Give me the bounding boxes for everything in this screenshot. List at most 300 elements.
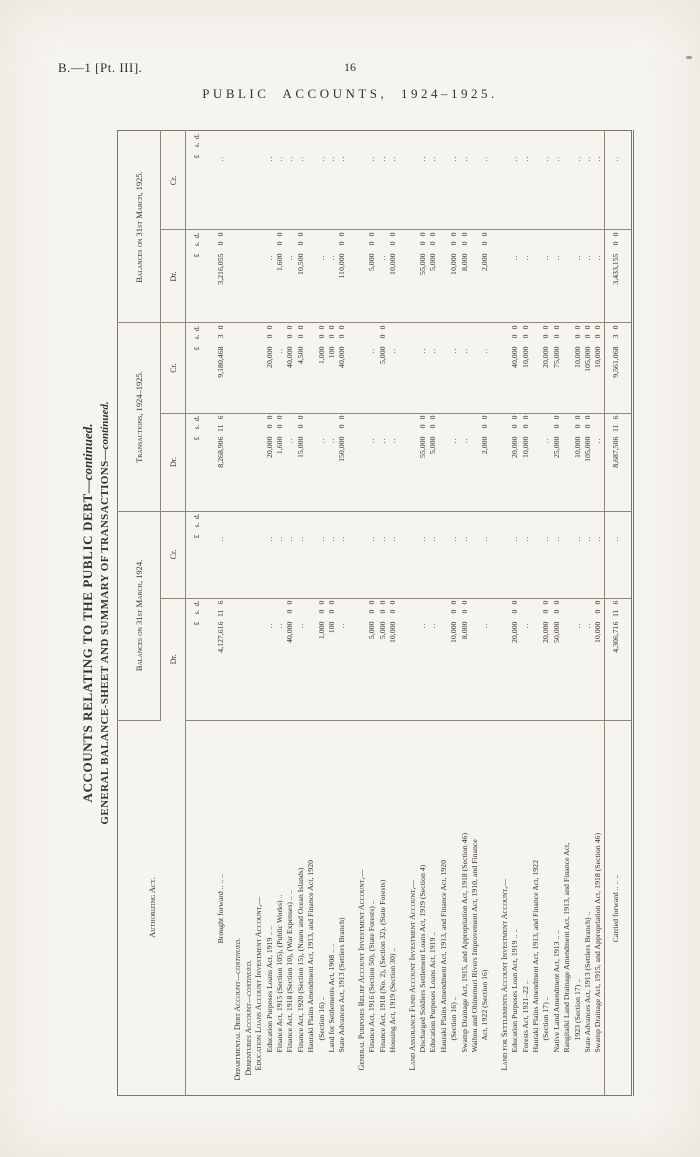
money-part-d: 0 (337, 415, 347, 420)
value-cell (186, 230, 203, 323)
value-cell (296, 323, 306, 413)
value-cell: .. (285, 511, 295, 598)
money-part-s: s. (191, 522, 201, 528)
table-row (327, 131, 337, 1095)
value-cell: .. (367, 413, 377, 511)
money-part-d: 0 (583, 325, 592, 330)
value-cell (604, 598, 632, 720)
account-name: Education Purposes Loan Act, 1919 .. .. (510, 928, 520, 1053)
account-name: Education Loans Account Investment Account,— (254, 896, 264, 1071)
value-cell: .. (552, 511, 562, 598)
empty-cell (186, 720, 203, 1095)
money-part-s: 0 (541, 334, 551, 339)
value-cell: .. (265, 131, 275, 230)
column-header-transactions: Transactions, 1924–1925. (118, 323, 161, 511)
value-cell: .. (418, 511, 428, 598)
money-part-p: 5,000 (377, 346, 387, 365)
value-cell (348, 230, 367, 323)
money-part-s: 0 (264, 334, 274, 339)
money-part-d: 6 (610, 600, 620, 605)
money-part-p: 55,000 (417, 253, 427, 275)
document-reference: B.—1 [Pt. III]. (58, 60, 143, 75)
money-part-s: 0 (583, 424, 592, 429)
account-name: Waihou and Ohinemuri Rivers Improvement Act, 1910, and Finance Act, 1922 (Section 16) (469, 839, 490, 1053)
value-cell: .. (531, 131, 552, 230)
subheader-cr: Cr. (161, 131, 186, 230)
money-part-s: 0 (327, 334, 337, 339)
money-part-s: 0 (337, 334, 347, 339)
value-cell: .. (202, 511, 233, 598)
money-part-p: 25,000 (551, 436, 561, 458)
money-part-s: 0 (428, 424, 438, 429)
money-part-d: 0 (285, 325, 295, 330)
value-cell: .. (367, 511, 377, 598)
value-cell (327, 598, 337, 720)
table-footer (604, 131, 632, 1095)
money-part-d: 0 (428, 415, 438, 420)
account-name: Finance Act, 1918 (Section 10), (War Expenses) .. .. (285, 890, 295, 1053)
account-name: State Advances Act, 1913 (Settlers Branch) .. (583, 911, 592, 1053)
account-name: Land for Settlements Account Investment Account,— (499, 878, 509, 1071)
account-name: Native Land Amendment Act, 1913 .. .. (551, 929, 561, 1053)
value-cell (552, 413, 562, 511)
money-part-s: 0 (510, 334, 520, 339)
sheet-subtitle (99, 128, 111, 1098)
value-cell: .. (460, 413, 470, 511)
sheet-title-continued: —continued. (80, 423, 95, 494)
value-cell (233, 131, 243, 230)
value-cell (552, 598, 562, 720)
money-part-s: 0 (449, 241, 459, 246)
money-part-s: 0 (295, 241, 305, 246)
table-row (470, 131, 491, 1095)
page-title: PUBLIC ACCOUNTS, 1924–1925. (202, 86, 498, 101)
value-cell: .. (327, 413, 337, 511)
money-part-p: 10,500 (295, 253, 305, 275)
continued-label: —continued. (233, 937, 243, 982)
value-cell (367, 230, 377, 323)
money-part-p: 110,000 (337, 253, 347, 279)
money-part-p: 105,000 (583, 346, 592, 372)
money-part-p: 2,000 (480, 436, 490, 455)
table-row (296, 131, 306, 1095)
money-part-p: 20,000 (541, 621, 551, 643)
value-cell (306, 323, 327, 413)
value-cell: .. (521, 511, 531, 598)
value-cell (265, 323, 275, 413)
money-part-s: 0 (216, 241, 225, 246)
value-cell: .. (562, 598, 583, 720)
money-part-d: 0 (520, 415, 530, 420)
column-header-authorizing-act: Authorizing Act. (118, 720, 186, 1095)
value-cell: .. (378, 230, 388, 323)
money-part-s: 0 (583, 334, 592, 339)
value-cell (202, 230, 233, 323)
money-part-d: 0 (593, 325, 603, 330)
money-part-d: 0 (275, 415, 285, 420)
money-part-s: 0 (275, 241, 285, 246)
money-part-p: 20,000 (264, 436, 274, 458)
value-cell: .. (562, 511, 583, 598)
value-cell: .. (378, 413, 388, 511)
value-cell: .. (604, 131, 632, 230)
table-row (233, 131, 243, 1095)
money-part-d: 0 (295, 325, 305, 330)
account-name: Departmental Debt Account—continued. (233, 937, 243, 1081)
rotated-sheet (80, 128, 666, 1098)
value-cell: .. (337, 598, 347, 720)
account-name: Education Purposes Loans Act, 1919 .. (428, 931, 438, 1053)
money-part-d: 0 (610, 232, 620, 237)
value-cell (296, 413, 306, 511)
money-part-d: d. (191, 133, 201, 140)
table-row (399, 131, 418, 1095)
money-part-s: 0 (480, 424, 490, 429)
money-part-d: 0 (417, 415, 427, 420)
value-cell (388, 230, 398, 323)
money-part-p: £ (191, 436, 201, 441)
value-cell: .. (388, 413, 398, 511)
money-part-s: 0 (459, 609, 469, 614)
value-cell: .. (378, 131, 388, 230)
money-part-d: d. (191, 325, 201, 332)
table-row (337, 131, 347, 1095)
value-cell (491, 131, 510, 230)
account-name: Finance Act, 1918 (No. 2), (Section 32), (State Forests) (377, 879, 387, 1053)
money-part-d: 0 (264, 325, 274, 330)
table-row (348, 131, 367, 1095)
continued-label: —continued. (243, 959, 253, 1004)
value-cell: .. (428, 598, 438, 720)
value-cell: .. (583, 230, 593, 323)
account-name: Hauraki Plains Amendment Act, 1913, and Finance Act, 1920 (Section 16) .. (438, 860, 459, 1053)
money-part-p: 5,000 (367, 621, 377, 640)
value-cell: .. (470, 323, 491, 413)
value-cell (296, 230, 306, 323)
money-part-d: 0 (377, 600, 387, 605)
account-name: Brought forward .. .. .. (216, 873, 225, 944)
value-cell (562, 413, 583, 511)
header-group-row (118, 131, 161, 1095)
value-cell (254, 598, 264, 720)
value-cell: .. (285, 230, 295, 323)
money-part-s: 0 (316, 609, 326, 614)
value-cell (186, 598, 203, 720)
value-cell: .. (306, 230, 327, 323)
account-name: Carried forward .. .. .. (604, 720, 632, 1095)
money-part-s: 0 (327, 609, 337, 614)
value-cell: .. (388, 511, 398, 598)
money-part-s: 0 (388, 241, 398, 246)
account-name: Hauraki Plains Amendment Act, 1913, and Finance Act, 1922 (Section 17) .. (530, 860, 551, 1053)
value-cell: .. (470, 131, 491, 230)
money-part-p: 10,000 (449, 621, 459, 643)
value-cell (491, 511, 510, 598)
money-part-s: 0 (275, 424, 285, 429)
money-part-s: 0 (449, 609, 459, 614)
value-cell (399, 413, 418, 511)
money-part-p: 1,600 (275, 436, 285, 455)
value-cell (233, 598, 243, 720)
value-cell: .. (439, 323, 460, 413)
table-row (418, 131, 428, 1095)
money-part-s: 0 (316, 334, 326, 339)
money-part-s: 11 (216, 424, 225, 433)
money-part-d: 6 (216, 600, 225, 605)
value-cell (521, 413, 531, 511)
value-cell (604, 323, 632, 413)
value-cell (491, 230, 510, 323)
value-cell (233, 511, 243, 598)
value-cell: .. (510, 131, 520, 230)
value-cell (399, 230, 418, 323)
table-row (439, 131, 460, 1095)
value-cell (244, 511, 254, 598)
value-cell (348, 323, 367, 413)
value-cell (348, 413, 367, 511)
money-part-s: s. (191, 142, 201, 148)
money-part-s: 0 (285, 334, 295, 339)
value-cell (562, 323, 583, 413)
value-cell (521, 323, 531, 413)
money-part-s: 0 (388, 609, 398, 614)
value-cell (244, 131, 254, 230)
money-part-p: 2,000 (480, 253, 490, 272)
value-cell: .. (337, 511, 347, 598)
value-cell (275, 413, 285, 511)
table-row (367, 131, 377, 1095)
value-cell: .. (552, 131, 562, 230)
money-part-p: £ (191, 154, 201, 159)
account-name: General Purposes Relief Account Investment Account,— (356, 869, 366, 1071)
value-cell (491, 323, 510, 413)
money-part-p: 9,180,468 (216, 346, 225, 378)
money-part-p: 100 (327, 346, 337, 359)
money-part-d: 0 (327, 600, 337, 605)
value-cell: .. (306, 511, 327, 598)
money-part-s: 0 (295, 334, 305, 339)
table-row (285, 131, 295, 1095)
value-cell: .. (265, 598, 275, 720)
value-cell (254, 323, 264, 413)
value-cell (244, 598, 254, 720)
money-part-d: 0 (510, 600, 520, 605)
value-cell: .. (202, 131, 233, 230)
value-cell: .. (275, 511, 285, 598)
value-cell: .. (510, 511, 520, 598)
money-part-p: 5,000 (367, 253, 377, 272)
money-part-p: 4,500 (295, 346, 305, 365)
money-part-s: 11 (216, 609, 225, 618)
value-cell (428, 230, 438, 323)
value-cell: .. (562, 230, 583, 323)
money-part-d: 0 (316, 325, 326, 330)
value-cell (593, 323, 604, 413)
money-part-p: 20,000 (264, 346, 274, 368)
value-cell (470, 413, 491, 511)
value-cell (470, 230, 491, 323)
sheet-subtitle-continued: —continued. (99, 401, 111, 461)
value-cell (388, 598, 398, 720)
table-row (202, 131, 233, 1095)
value-cell (244, 323, 254, 413)
account-name: Land for Settlements Act, 1908 .. .. (327, 943, 337, 1053)
money-part-p: 3,216,055 (216, 253, 225, 285)
money-part-d: 0 (337, 325, 347, 330)
money-part-d: 0 (551, 415, 561, 420)
money-part-d: d. (191, 600, 201, 607)
money-part-d: 0 (480, 232, 490, 237)
table-row (552, 131, 562, 1095)
money-part-s: 0 (337, 424, 347, 429)
money-part-d: 0 (388, 232, 398, 237)
value-cell: .. (306, 413, 327, 511)
value-cell (254, 511, 264, 598)
money-part-d: 0 (285, 600, 295, 605)
value-cell: .. (439, 131, 460, 230)
value-cell: .. (552, 230, 562, 323)
value-cell (399, 598, 418, 720)
value-cell: .. (531, 230, 552, 323)
money-part-s: 0 (520, 334, 530, 339)
money-part-s: 0 (367, 241, 377, 246)
value-cell: .. (593, 413, 604, 511)
scan-smudge-mark (686, 56, 692, 59)
table-row (244, 131, 254, 1095)
value-cell: .. (583, 511, 593, 598)
value-cell: .. (470, 511, 491, 598)
money-part-p: 4,306,716 (610, 621, 620, 653)
money-part-d: 0 (520, 325, 530, 330)
money-part-p: 1,000 (316, 346, 326, 365)
money-part-s: 0 (551, 334, 561, 339)
table-row (460, 131, 470, 1095)
money-part-s: 0 (295, 424, 305, 429)
money-part-d: 0 (295, 232, 305, 237)
value-cell (233, 413, 243, 511)
money-part-p: 150,000 (337, 436, 347, 462)
table-row (593, 131, 604, 1095)
money-part-p: 40,000 (285, 346, 295, 368)
money-part-d: 0 (428, 232, 438, 237)
value-cell: .. (521, 131, 531, 230)
value-cell: .. (296, 131, 306, 230)
value-cell (233, 230, 243, 323)
money-part-s: 0 (264, 424, 274, 429)
money-part-p: 1,600 (275, 253, 285, 272)
money-part-d: 0 (316, 600, 326, 605)
money-part-d: 0 (551, 600, 561, 605)
table-row (531, 131, 552, 1095)
subheader-cr: Cr. (161, 511, 186, 598)
value-cell (510, 598, 520, 720)
money-part-p: 20,000 (541, 346, 551, 368)
account-name: Education Purposes Loans Act, 1919 .. .. (264, 925, 274, 1053)
account-name: State Advances Act, 1913 (Settlers Branch) (337, 917, 347, 1053)
money-part-s: 11 (610, 609, 620, 618)
money-part-s: 0 (337, 241, 347, 246)
value-cell (439, 598, 460, 720)
value-cell: .. (296, 511, 306, 598)
value-cell (186, 511, 203, 598)
value-cell (583, 413, 593, 511)
value-cell: .. (388, 323, 398, 413)
value-cell (233, 323, 243, 413)
value-cell: .. (428, 131, 438, 230)
value-cell (265, 413, 275, 511)
money-part-d: 0 (610, 325, 620, 330)
subheader-dr: Dr. (161, 230, 186, 323)
money-part-s: 0 (520, 424, 530, 429)
money-part-p: 10,000 (388, 621, 398, 643)
account-name: Swamp Drainage Act, 1915, and Appropriation Act, 1918 (Section 46) (593, 832, 603, 1053)
account-name: Finance Act, 1916 (Section 50), (State Forests) .. (367, 900, 377, 1053)
value-cell (604, 413, 632, 511)
account-name: Forests Act, 1921–22 .. (520, 980, 530, 1053)
table-row (265, 131, 275, 1095)
table-row (428, 131, 438, 1095)
money-part-s: 0 (593, 334, 603, 339)
value-cell (202, 598, 233, 720)
value-cell (593, 598, 604, 720)
money-part-d: 0 (417, 232, 427, 237)
value-cell (552, 323, 562, 413)
value-cell (186, 131, 203, 230)
money-part-d: 0 (337, 232, 347, 237)
table-row (562, 131, 583, 1095)
subheader-dr: Dr. (161, 598, 186, 720)
money-part-s: 0 (367, 609, 377, 614)
value-cell (510, 323, 520, 413)
column-header-balances-1925: Balances on 31st March, 1925. (118, 131, 161, 323)
value-cell: .. (418, 598, 428, 720)
value-cell: .. (604, 511, 632, 598)
money-part-p: 5,000 (428, 253, 438, 272)
value-cell (186, 323, 203, 413)
value-cell: .. (327, 511, 337, 598)
value-cell: .. (428, 511, 438, 598)
value-cell: .. (521, 598, 531, 720)
money-part-p: 5,000 (428, 436, 438, 455)
value-cell (439, 230, 460, 323)
value-cell: .. (439, 511, 460, 598)
money-part-s: 0 (551, 609, 561, 614)
money-part-p: 15,000 (295, 436, 305, 458)
money-part-p: 10,000 (388, 253, 398, 275)
value-cell (186, 413, 203, 511)
money-part-s: 11 (610, 424, 620, 433)
table-row (306, 131, 327, 1095)
money-part-p: 40,000 (337, 346, 347, 368)
value-cell: .. (327, 131, 337, 230)
value-cell: .. (418, 323, 428, 413)
value-cell (202, 323, 233, 413)
value-cell (244, 230, 254, 323)
money-part-p: 10,000 (520, 436, 530, 458)
money-part-d: d. (191, 415, 201, 422)
money-part-s: 0 (551, 424, 561, 429)
value-cell (378, 323, 388, 413)
money-unit-row (186, 131, 203, 1095)
value-cell (367, 598, 377, 720)
money-part-d: 0 (216, 325, 225, 330)
totals-row (604, 131, 632, 1095)
value-cell: .. (296, 598, 306, 720)
value-cell: .. (367, 323, 377, 413)
money-part-p: 9,561,068 (610, 346, 620, 378)
value-cell (460, 230, 470, 323)
money-part-s: 0 (285, 609, 295, 614)
